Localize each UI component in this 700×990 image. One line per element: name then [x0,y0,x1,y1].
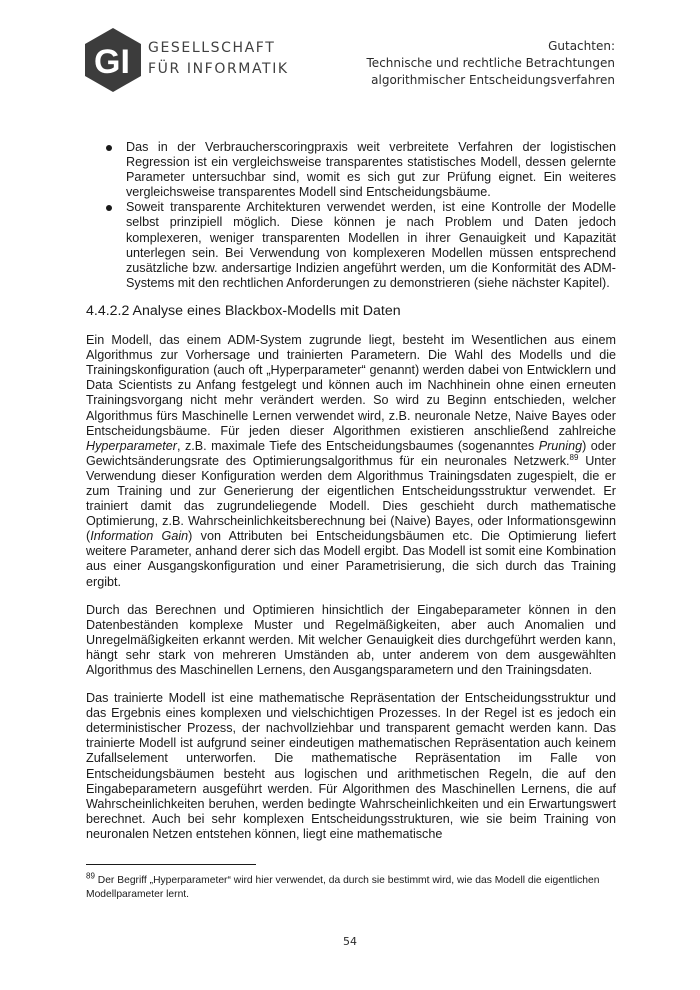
gi-logo-icon [83,28,143,92]
paragraph-model-description: Ein Modell, das einem ADM-System zugrunde liegt, besteht im Wesentlichen aus einem Algorithmus zur Vorhersage und trainierten Parametern. Die Wahl des Modells und die Trainingskonfiguration (auch oft „Hyperparameter“ genannt) werden dabei von Entwicklern und Data Scientists zu Anfang festgelegt und können auch im Nachhinein ohne einen erneuten Trainingsvorgang nicht mehr verändert werden. So wird zu Beginn entschieden, welcher Algorithmus fürs Maschinelle Lernen verwendet wird, z.B. neuronale Netze, Naive Bayes oder Entscheidungsbäume. Für jeden dieser Algorithmen existieren anschließend zahlreiche Hyperparameter, z.B. maximale Tiefe des Entscheidungsbaumes (sogenanntes Pruning) oder Gewichtsänderungsrate des Optimierungsalgorithmus für ein neuronales Netzwerk.$^{89}$ Unter Verwendung dieser Konfiguration werden dem Algorithmus Trainingsdaten zugespielt, die er zum Training und zur Generierung der eigentlichen Entscheidungsstruktur verwendet. Er trainiert damit das zugrundeliegende Modell. Dies geschieht durch mathematische Optimierung, z.B. Wahrscheinlichkeitsberechnung bei (Naive) Bayes, oder Informationsgewinn (Information Gain) von Attributen bei Entscheidungsbäumen etc. Die Optimierung liefert weitere Parameter, anhand derer sich das Modell ergibt. Das Modell ist somit eine Kombination aus einer Ausgangskonfiguration und einer Parametrisierung, die sich durch das Training ergibt. [86,333,616,589]
organization-name-line-2: FÜR INFORMATIK [148,61,289,77]
page-content [86,140,616,855]
footnote [86,871,616,901]
footnote-divider [86,864,256,865]
bullet-item [86,140,616,200]
bullet-icon [106,205,112,211]
page-number: 54 [343,935,357,948]
bullet-text: Das in der Verbraucherscoringpraxis weit verbreitete Verfahren der logistischen Regression ist ein vergleichsweise transparentes statistisches Modell, dessen gelernte Parameter untersuchbar sind, womit es sich gut zur Prüfung eignet. Ein weiteres vergleichsweise transparentes Modell sind Entscheidungsbäume. [126,140,616,200]
bullet-text: Soweit transparente Architekturen verwendet werden, ist eine Kontrolle der Modelle selbst prinzipiell möglich. Diese können je nach Problem und Daten jedoch komplexeren, weniger transparenten Modellen in ihrer Genauigkeit und Kapazität unterlegen sein. Bei Verwendung von komplexeren Modellen müssen entsprechend zusätzliche bzw. andersartige Indizien angeführt werden, um die Konformität des ADM-Systems mit den rechtlichen Anforderungen zu demonstrieren (siehe nächster Kapitel). [126,200,616,290]
document-title-line-3: algorithmischer Entscheidungsverfahren [371,73,615,87]
bullet-item [86,200,616,291]
document-title-line-1: Gutachten: [548,39,615,53]
document-title-line-2: Technische und rechtliche Betrachtungen [366,56,615,70]
footnote-reference: 89 [569,452,579,462]
footnote-text: Der Begriff „Hyperparameter“ wird hier verwendet, da durch sie bestimmt wird, wie das Modell die eigentlichen Modellparameter lernt. [86,875,600,900]
footnote-number: 89 [86,871,95,881]
organization-name-line-1: GESELLSCHAFT [148,40,276,56]
paragraph-trained-model: Das trainierte Modell ist eine mathematische Repräsentation der Entscheidungsstruktur und das Ergebnis eines komplexen und vielschichtigen Prozesses. In der Regel ist es jedoch ein deterministischer Prozess, der nachvollziehbar und transparent gemacht werden kann. Das trainierte Modell ist aufgrund seiner eindeutigen mathematischen Repräsentation auch keinem Zufallselement unterworfen. Die mathematische Repräsentation im Falle von Entscheidungsbäumen besteht aus logischen und arithmetischen Regeln, die auf den Eingabeparametern ausgeführt werden. Für Algorithmen des Maschinellen Lernens, die auf Wahrscheinlichkeiten beruhen, werden bedingte Wahrscheinlichkeiten und ein Erwartungswert berechnet. Auch bei sehr komplexen Entscheidungsstrukturen, wie sie beim Training von neuronalen Netzen entstehen können, liegt eine mathematische [86,691,616,841]
section-heading: 4.4.2.2 Analyse eines Blackbox-Modells mit Daten [86,302,401,319]
page-header [0,0,700,110]
organization-name [148,38,289,80]
document-title [367,38,615,89]
paragraph-pattern-detection: Durch das Berechnen und Optimieren hinsichtlich der Eingabeparameter können in den Datenbeständen komplexe Muster und Regelmäßigkeiten, aber auch Anomalien und Unregelmäßigkeiten erkannt werden. Mit welcher Genauigkeit dies durchgeführt werden kann, hängt sehr stark von mehreren Umständen ab, unter anderem von dem ausgewählten Algorithmus des Maschinellen Lernens, den Ausgangsparametern und den Trainingsdaten. [86,602,616,677]
bullet-icon [106,145,112,151]
bullet-list [86,140,616,291]
svg-text:GI: GI [94,43,130,81]
